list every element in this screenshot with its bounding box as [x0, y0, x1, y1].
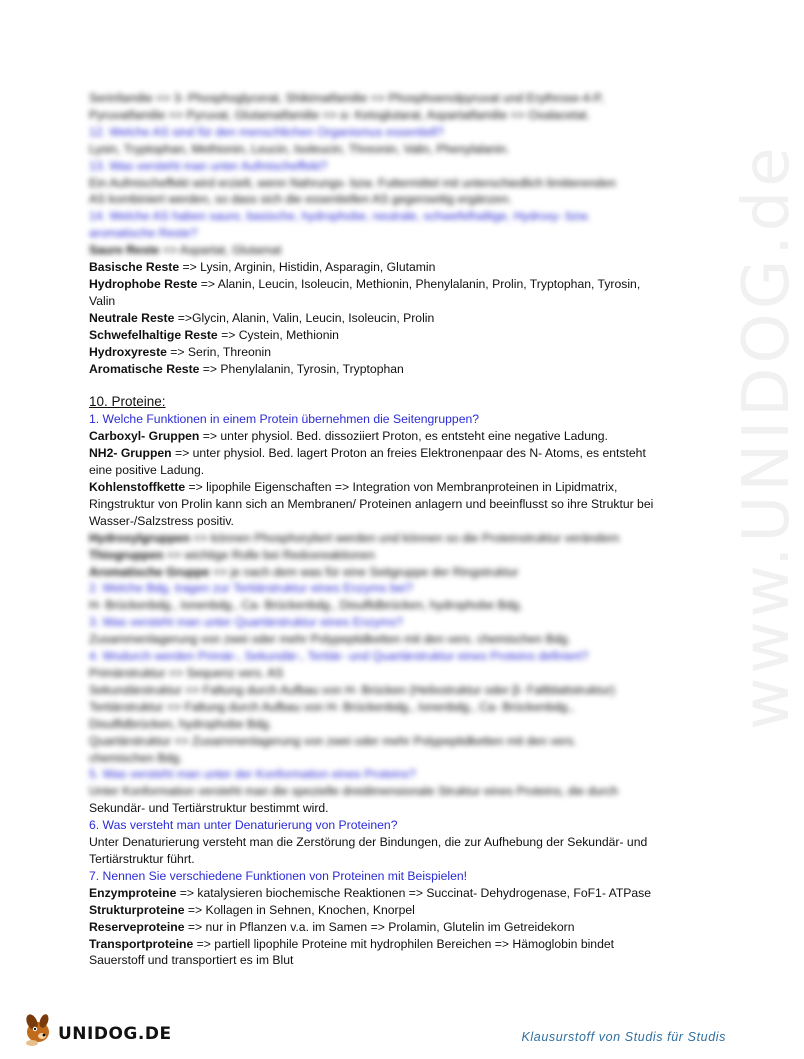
blurred-line	[89, 699, 669, 716]
function-line-label: Transportproteine	[89, 936, 194, 951]
blurred-line	[89, 580, 669, 597]
blurred-line-text: Unter Konformation versteht man die spezielle dreidimensionale Struktur eines Proteins, die durch	[89, 784, 619, 799]
logo-text: UNIDOG.DE	[58, 1024, 172, 1044]
blurred-line	[89, 665, 669, 682]
blurred-line	[89, 191, 669, 208]
function-line-label: Enzymproteine	[89, 885, 177, 900]
blurred-top-section	[89, 90, 669, 259]
blurred-line-text: H- Brückenbdg., Ionenbdg., Ca- Brückenbdg., Disulfidbrücken, hydrophobe Bdg.	[89, 598, 523, 613]
blurred-middle-section	[89, 530, 669, 801]
blurred-line	[89, 547, 669, 564]
question-7: 7. Nennen Sie verschiedene Funktionen von Proteinen mit Beispielen!	[89, 868, 468, 883]
residue-line-text: =>Glycin, Alanin, Valin, Leucin, Isoleucin, Prolin	[174, 310, 435, 325]
protein-functions-list	[89, 885, 669, 970]
residue-line-text: => Cystein, Methionin	[217, 327, 339, 342]
blurred-line-text: Sekundärstruktur => Faltung durch Aufbau von H- Brücken (Helixstruktur oder β- Faltblattstruktur)	[89, 682, 615, 697]
group-line	[89, 428, 669, 445]
function-line-text: => nur in Pflanzen v.a. im Samen => Prolamin, Glutelin im Getreidekorn	[184, 919, 575, 934]
blurred-line	[89, 750, 669, 767]
section-heading: 10. Proteine:	[89, 394, 166, 410]
blurred-line-text: Serinfamilie => 3- Phosphoglycerat, Shikimatfamilie => Phosphoenolpyruvat und Erythrose-4-P,	[89, 91, 604, 105]
blurred-line	[89, 107, 669, 124]
blurred-line-label: Saure Reste	[89, 243, 160, 258]
blurred-line-text: Lysin, Tryptophan, Methionin, Leucin, Isoleucin, Threonin, Valin, Phenylalanin.	[89, 141, 510, 156]
residue-line-label: Basische Reste	[89, 260, 180, 275]
blurred-line-text: Quartärstruktur => Zusammenlagerung von zwei oder mehr Polypeptidketten mit den vers.	[89, 733, 577, 748]
blurred-line	[89, 564, 669, 581]
dog-mascot-icon	[22, 1010, 62, 1050]
blurred-line	[89, 225, 669, 242]
blurred-line-text: 4. Wodurch werden Primär-, Sekundär-, Tertiär- und Quartärstruktur eines Proteins definiert?	[89, 649, 589, 664]
blurred-line-text: => Aspartat, Glutamat	[159, 243, 282, 258]
watermark	[678, 143, 804, 750]
blurred-line	[89, 597, 669, 614]
blurred-line	[89, 530, 669, 547]
blurred-line	[89, 208, 669, 225]
document-body	[89, 90, 669, 969]
unidog-logo	[22, 1010, 172, 1050]
blurred-line	[89, 716, 669, 733]
function-line-text: => katalysieren biochemische Reaktionen => Succinat- Dehydrogenase, FoF1- ATPase	[176, 885, 652, 900]
residue-line	[89, 361, 669, 378]
blurred-line	[89, 141, 669, 158]
function-line-text: => Kollagen in Sehnen, Knochen, Knorpel	[184, 902, 415, 917]
blurred-line-label: Thiogruppen	[89, 547, 164, 562]
function-line	[89, 902, 669, 919]
blurred-line	[89, 682, 669, 699]
group-line	[89, 445, 669, 479]
function-line-label: Strukturproteine	[89, 902, 185, 917]
function-line	[89, 885, 669, 902]
answer-6: Unter Denaturierung versteht man die Zerstörung der Bindungen, die zur Aufhebung der Sekundär- und Tertiärstruktur führt.	[89, 835, 648, 866]
blurred-line-text: aromatische Reste?	[89, 226, 198, 241]
function-line-text: => partiell lipophile Proteine mit hydrophilen Bereichen => Hämoglobin bindet Sauerstoff und transportiert es im Blut	[89, 936, 615, 968]
residue-line	[89, 344, 669, 361]
blurred-line-text: 2. Welche Bdg. tragen zur Tertiärstruktur eines Enzyms bei?	[89, 581, 414, 596]
side-group-functions	[89, 428, 669, 529]
group-line-label: NH2- Gruppen	[89, 446, 172, 461]
group-line-text: => unter physiol. Bed. lagert Proton an freies Elektronenpaar des N- Atoms, es entsteht eine positive Ladung.	[89, 446, 646, 478]
blurred-line	[89, 158, 669, 175]
blurred-line-text: Tertiärstruktur => Faltung durch Aufbau von H- Brückenbdg., Ionenbdg., Ca- Brückenbdg.,	[89, 699, 575, 714]
residue-line	[89, 310, 669, 327]
blurred-line	[89, 733, 669, 750]
blurred-line	[89, 614, 669, 631]
blurred-line-text: => können Phosphoryliert werden und können so die Proteinstruktur verändern	[189, 530, 620, 545]
blurred-line-label: Hydroxylgruppen	[89, 530, 190, 545]
residue-line-text: => Alanin, Leucin, Isoleucin, Methionin, Phenylalanin, Prolin, Tryptophan, Tyrosin, Valin	[89, 276, 641, 308]
watermark-text: www.UNIDOG.de	[730, 143, 804, 730]
function-line	[89, 936, 669, 970]
blurred-line	[89, 648, 669, 665]
blurred-line-text: => je nach dem was für eine Seitgruppe der Ringstruktur	[209, 564, 519, 579]
blurred-line	[89, 766, 669, 783]
blurred-line-text: => wichtige Rolle bei Redoxreaktionen	[163, 547, 375, 562]
group-line-label: Kohlenstoffkette	[89, 480, 186, 495]
residue-line-label: Neutrale Reste	[89, 310, 175, 325]
blurred-line	[89, 124, 669, 141]
residue-line-text: => Phenylalanin, Tyrosin, Tryptophan	[199, 361, 404, 376]
residue-line-label: Hydroxyreste	[89, 344, 167, 359]
blurred-line-text: Zusammenlagerung von zwei oder mehr Polypeptidketten mit den vers. chemischen Bdg.	[89, 632, 571, 647]
conformation-answer-end: Sekundär- und Tertiärstruktur bestimmt wird.	[89, 801, 329, 816]
blurred-line-label: Aromatische Gruppe	[89, 564, 210, 579]
blurred-line	[89, 783, 669, 800]
blurred-line-text: AS kombiniert werden, so dass sich die essentiellen AS gegenseitig ergänzen.	[89, 192, 512, 207]
amino-acid-residues-list	[89, 259, 669, 377]
function-line-label: Reserveproteine	[89, 919, 185, 934]
blurred-line-text: Ein Aufmischeffekt wird erzielt, wenn Nahrungs- bzw. Futtermittel mit unterschiedlich limitierenden	[89, 175, 616, 190]
blurred-line-text: Pyruvatfamilie => Pyruvat, Glutamatfamilie => α- Ketoglutarat, Aspartatfamilie => Oxalacetat.	[89, 107, 590, 122]
blurred-line-text: 5. Was versteht man unter der Konformation eines Proteins?	[89, 767, 416, 782]
blurred-line-text: Disulfidbrücken, hydrophobe Bdg.	[89, 716, 272, 731]
blurred-line-text: Primärstruktur => Sequenz vers. AS	[89, 666, 284, 680]
question-6: 6. Was versteht man unter Denaturierung von Proteinen?	[89, 818, 398, 833]
question-1: 1. Welche Funktionen in einem Protein übernehmen die Seitengruppen?	[89, 412, 480, 427]
blurred-line	[89, 90, 669, 107]
blurred-line-text: 13. Was versteht man unter Aufmischeffekt?	[89, 158, 328, 173]
residue-line-text: => Lysin, Arginin, Histidin, Asparagin, Glutamin	[179, 260, 436, 275]
blurred-line	[89, 242, 669, 259]
residue-line-label: Schwefelhaltige Reste	[89, 327, 218, 342]
blurred-line	[89, 631, 669, 648]
group-line-label: Carboxyl- Gruppen	[89, 429, 200, 444]
group-line	[89, 479, 669, 530]
group-line-text: => unter physiol. Bed. dissoziiert Proton, es entsteht eine negative Ladung.	[199, 429, 608, 444]
blurred-line-text: chemischen Bdg.	[89, 750, 183, 765]
residue-line-label: Hydrophobe Reste	[89, 276, 198, 291]
residue-line	[89, 327, 669, 344]
function-line	[89, 919, 669, 936]
residue-line-text: => Serin, Threonin	[166, 344, 272, 359]
residue-line	[89, 276, 669, 310]
blurred-line-text: 3. Was versteht man unter Quartärstruktur eines Enzyms?	[89, 615, 403, 630]
blurred-line	[89, 175, 669, 192]
footer-tagline: Klausurstoff von Studis für Studis	[521, 1030, 726, 1044]
blurred-line-text: 14. Welche AS haben saure, basische, hydrophobe, neutrale, schwefelhaltige, Hydroxy- bzw.	[89, 209, 591, 224]
residue-line-label: Aromatische Reste	[89, 361, 200, 376]
blurred-line-text: 12. Welche AS sind für den menschlichen Organismus essentiell?	[89, 124, 444, 139]
residue-line	[89, 259, 669, 276]
group-line-text: => lipophile Eigenschaften => Integration von Membranproteinen in Lipidmatrix, Ringstruktur von Prolin kann sich an Membranen/ Proteinen anlagern und beeinflusst so ihre Struktur bei Wasser-/Salzstress positiv.	[89, 480, 654, 528]
